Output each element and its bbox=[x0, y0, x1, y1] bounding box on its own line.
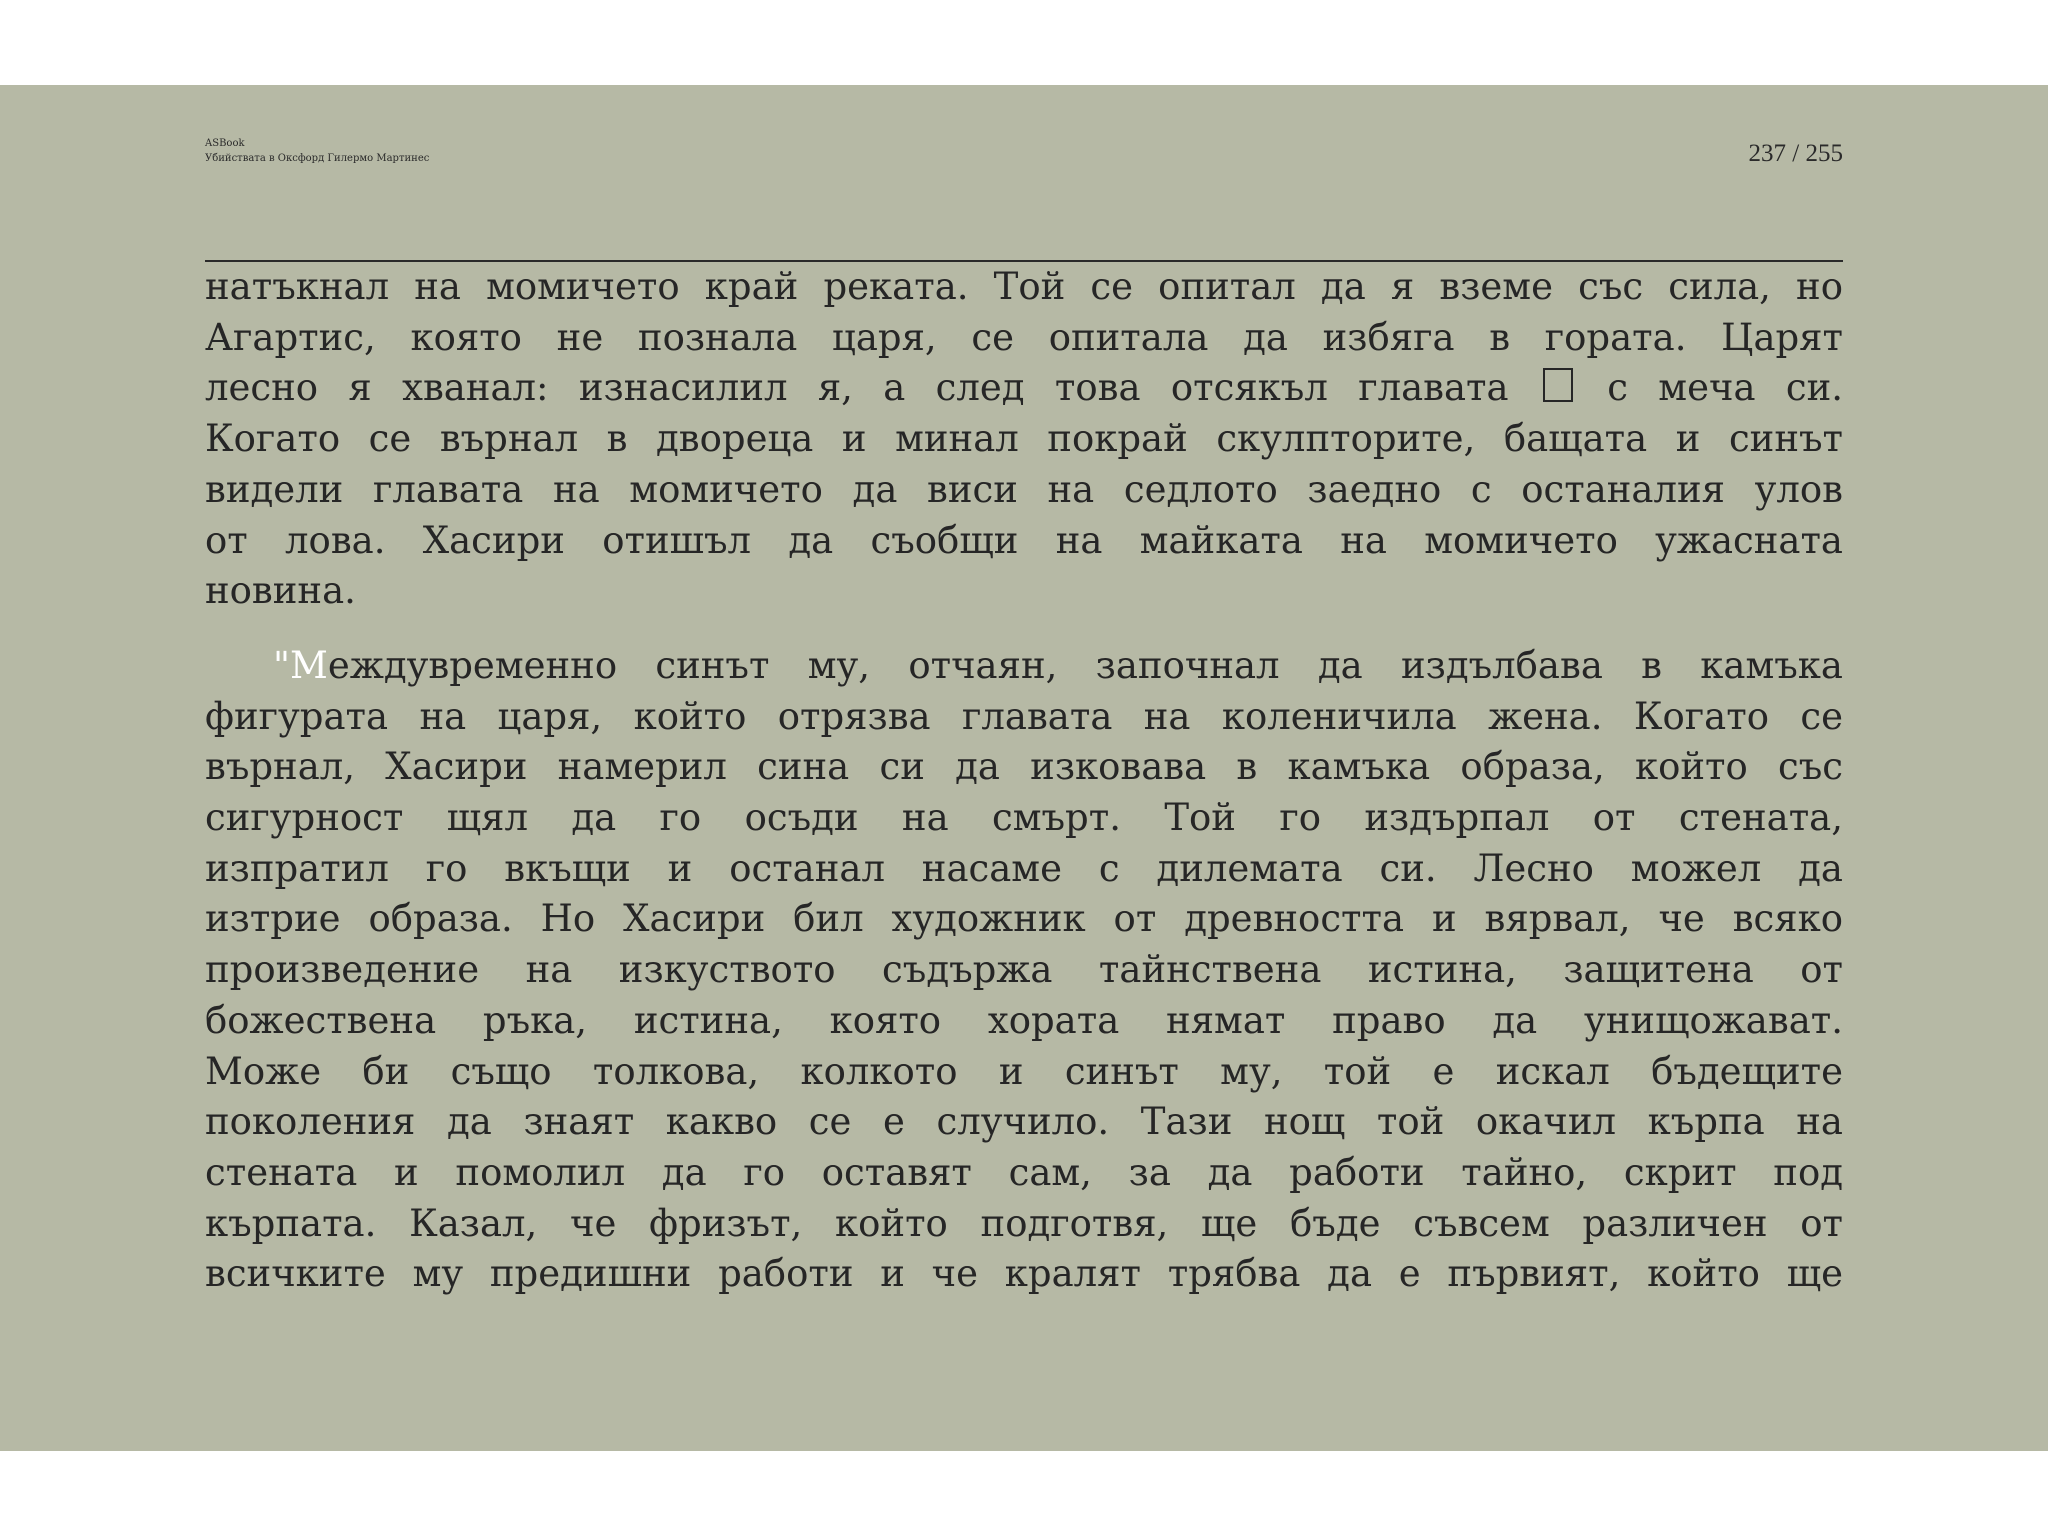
text-line: Агартис, която не познала царя, се опитала да избяга в гората. Царят bbox=[205, 315, 1843, 359]
text-segment: лесно я хванал: изнасилил я, а след това отсякъл главата bbox=[205, 366, 1509, 410]
text-line: кърпата. Казал, че фризът, който подготвя, ще бъде съвсем различен от bbox=[205, 1201, 1843, 1245]
drop-letter: М bbox=[290, 643, 328, 687]
paragraph-1 bbox=[205, 262, 1843, 617]
page-counter: 237 / 255 bbox=[1748, 140, 1843, 167]
text-segment: с меча си. bbox=[1607, 366, 1843, 410]
text-segment: еждувременно синът му, отчаян, започнал да издълбава в камъка bbox=[327, 643, 1843, 687]
text-line: от лова. Хасири отишъл да съобщи на майката на момичето ужасната bbox=[205, 518, 1843, 562]
text-line: поколения да знаят какво се е случило. Тази нощ той окачил кърпа на bbox=[205, 1100, 1843, 1144]
text-line: Може би също толкова, колкото и синът му, той е искал бъдещите bbox=[205, 1049, 1843, 1093]
text-line: фигурата на царя, който отрязва главата на коленичила жена. Когато се bbox=[205, 694, 1843, 738]
text-line: Когато се върнал в двореца и минал покрай скулпторите, бащата и синът bbox=[205, 417, 1843, 461]
text-line: стената и помолил да го оставят сам, за да работи тайно, скрит под bbox=[205, 1150, 1843, 1194]
missing-glyph-box-icon bbox=[1543, 368, 1573, 402]
text-line: произведение на изкуството съдържа тайнствена истина, защитена от bbox=[205, 948, 1843, 992]
text-line: всичките му предишни работи и че кралят трябва да е първият, който ще bbox=[205, 1252, 1843, 1296]
text-line: върнал, Хасири намерил сина си да изковава в камъка образа, който със bbox=[205, 745, 1843, 789]
text-line: новина. bbox=[205, 569, 356, 613]
text-line-with-glyph bbox=[205, 363, 1843, 414]
book-text bbox=[205, 262, 1843, 1300]
header-book-title: Убийствата в Оксфорд Гилермо Мартинес bbox=[205, 153, 430, 164]
text-line-first bbox=[205, 641, 1843, 692]
text-line: изтрие образа. Но Хасири бил художник от древността и вярвал, че всяко bbox=[205, 897, 1843, 941]
text-line: видели главата на момичето да виси на седлото заедно с останалия улов bbox=[205, 467, 1843, 511]
text-line: натъкнал на момичето край реката. Той се опитал да я вземе със сила, но bbox=[205, 265, 1843, 308]
opening-quote: " bbox=[273, 643, 291, 687]
page-header bbox=[205, 138, 1843, 262]
text-line: изпратил го вкъщи и останал насаме с дилемата си. Лесно можел да bbox=[205, 846, 1843, 890]
text-line: божествена ръка, истина, която хората нямат право да унищожават. bbox=[205, 998, 1843, 1042]
paragraph-2 bbox=[205, 641, 1843, 1300]
text-line: сигурност щял да го осъди на смърт. Той го издърпал от стената, bbox=[205, 796, 1843, 840]
header-author: ASBook bbox=[205, 138, 245, 149]
